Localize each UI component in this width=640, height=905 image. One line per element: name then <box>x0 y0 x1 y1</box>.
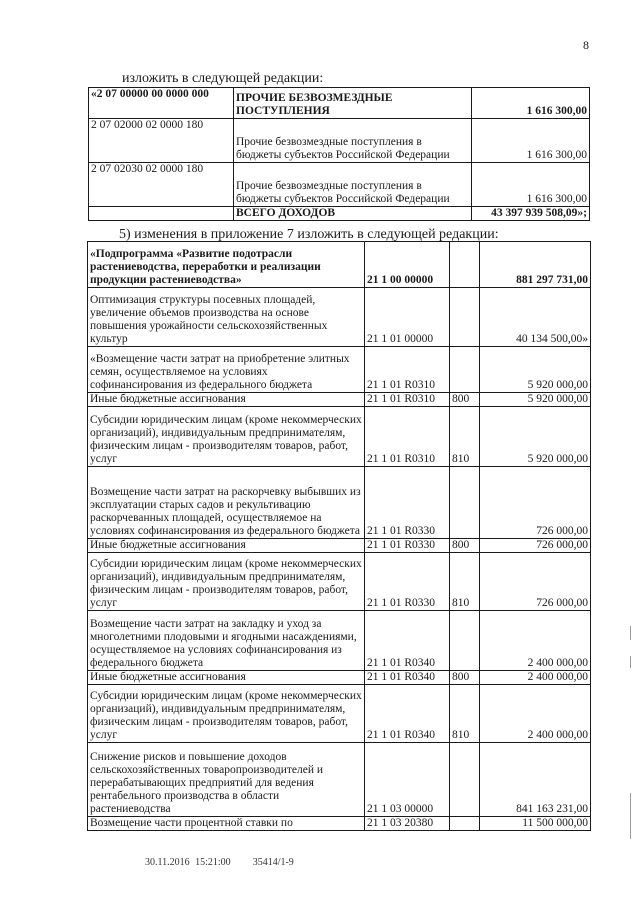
amount-cell: 2 400 000,00 <box>480 611 591 671</box>
name-cell: Иные бюджетные ассигнования <box>88 393 365 407</box>
name-cell: Возмещение части затрат на раскорчевку выбывших из эксплуатации старых садов и рекультивацию раскорчеванных площадей, осуществляемое на условиях софинансирования из федерального бюджета <box>88 467 365 539</box>
table-row <box>88 242 591 288</box>
amount-cell: 1 616 300,00 <box>472 119 590 163</box>
amount-cell: 726 000,00 <box>480 467 591 539</box>
section-heading: 5) изменения в приложение 7 изложить в следующей редакции: <box>119 227 499 242</box>
vr-cell <box>450 743 480 817</box>
code-cell: 21 1 01 R0330 <box>365 539 450 553</box>
name-cell: Возмещение части процентной ставки по <box>88 817 365 831</box>
code-cell: 21 1 01 R0340 <box>365 611 450 671</box>
table-row <box>88 743 591 817</box>
vr-cell <box>450 242 480 288</box>
amount-cell: 726 000,00 <box>480 553 591 611</box>
amount-cell: 5 920 000,00 <box>480 347 591 393</box>
vr-cell <box>450 347 480 393</box>
scan-mark <box>630 626 631 640</box>
code-cell: 21 1 01 00000 <box>365 288 450 347</box>
name-cell: Субсидии юридическим лицам (кроме некоммерческих организаций), индивидуальным предпринимателям, физическим лицам - производителям товаров, работ, услуг <box>88 553 365 611</box>
code-cell: 2 07 02000 02 0000 180 <box>89 119 234 163</box>
amount-cell: 726 000,00 <box>480 539 591 553</box>
code-cell: 21 1 01 R0340 <box>365 671 450 685</box>
amount-cell: 11 500 000,00 <box>480 817 591 831</box>
table-row <box>89 163 590 207</box>
intro-text: изложить в следующей редакции: <box>122 71 324 86</box>
name-cell: «Возмещение части затрат на приобретение элитных семян, осуществляемое на условиях софинансирования из федерального бюджета <box>88 347 365 393</box>
name-cell: Снижение рисков и повышение доходов сельскохозяйственных товаропроизводителей и перерабатывающих предприятий для ведения рентабельного производства в области растениеводства <box>88 743 365 817</box>
table-row <box>88 467 591 539</box>
code-cell: 21 1 01 R0310 <box>365 347 450 393</box>
vr-cell: 810 <box>450 685 480 743</box>
table-row <box>88 611 591 671</box>
name-cell: Субсидии юридическим лицам (кроме некоммерческих организаций), индивидуальным предпринимателям, физическим лицам - производителям товаров, работ, услуг <box>88 407 365 467</box>
name-cell: ВСЕГО ДОХОДОВ <box>234 207 472 221</box>
vr-cell: 800 <box>450 393 480 407</box>
footer-stamp <box>145 857 294 868</box>
vr-cell: 810 <box>450 407 480 467</box>
name-cell: Оптимизация структуры посевных площадей, увеличение объемов производства на основе повышения урожайности сельскохозяйственных культур <box>88 288 365 347</box>
table-row <box>88 685 591 743</box>
code-cell: 21 1 01 R0310 <box>365 393 450 407</box>
amount-cell: 2 400 000,00 <box>480 685 591 743</box>
vr-cell <box>450 288 480 347</box>
table-row <box>88 393 591 407</box>
code-cell: 21 1 00 00000 <box>365 242 450 288</box>
code-cell <box>89 207 234 221</box>
table-row <box>89 88 590 119</box>
name-cell: Прочие безвозмездные поступления в бюджеты субъектов Российской Федерации <box>234 163 472 207</box>
code-cell: 21 1 03 00000 <box>365 743 450 817</box>
amount-cell: 2 400 000,00 <box>480 671 591 685</box>
table-row <box>88 288 591 347</box>
name-cell: Прочие безвозмездные поступления в бюджеты субъектов Российской Федерации <box>234 119 472 163</box>
scan-mark <box>630 656 631 668</box>
table-row <box>88 539 591 553</box>
code-cell: 21 1 03 20380 <box>365 817 450 831</box>
table-row <box>89 207 590 221</box>
code-cell: 21 1 01 R0340 <box>365 685 450 743</box>
code-cell: 21 1 01 R0310 <box>365 407 450 467</box>
name-cell: ПРОЧИЕ БЕЗВОЗМЕЗДНЫЕ ПОСТУПЛЕНИЯ <box>234 88 472 119</box>
page-number: 8 <box>583 38 589 52</box>
code-cell: «2 07 00000 00 0000 000 <box>89 88 234 119</box>
table-row <box>88 553 591 611</box>
name-cell: Иные бюджетные ассигнования <box>88 671 365 685</box>
vr-cell: 800 <box>450 539 480 553</box>
amount-cell: 5 920 000,00 <box>480 393 591 407</box>
amount-cell: 40 134 500,00» <box>480 288 591 347</box>
name-cell: Иные бюджетные ассигнования <box>88 539 365 553</box>
table-row <box>88 407 591 467</box>
revenue-table <box>88 87 590 221</box>
amount-cell: 1 616 300,00 <box>472 88 590 119</box>
code-cell: 21 1 01 R0330 <box>365 553 450 611</box>
vr-cell: 800 <box>450 671 480 685</box>
name-cell: Субсидии юридическим лицам (кроме некоммерческих организаций), индивидуальным предпринимателям, физическим лицам - производителям товаров, работ, услуг <box>88 685 365 743</box>
footer-timestamp: 30.11.2016 15:21:00 <box>145 857 231 868</box>
vr-cell <box>450 611 480 671</box>
amount-cell: 43 397 939 508,09»; <box>472 207 590 221</box>
vr-cell <box>450 467 480 539</box>
table-row <box>89 119 590 163</box>
code-cell: 21 1 01 R0330 <box>365 467 450 539</box>
amount-cell: 1 616 300,00 <box>472 163 590 207</box>
footer-doc-id: 35414/1-9 <box>252 857 294 868</box>
amount-cell: 5 920 000,00 <box>480 407 591 467</box>
appropriations-table <box>87 241 591 831</box>
table-row <box>88 817 591 831</box>
vr-cell: 810 <box>450 553 480 611</box>
scan-mark <box>630 793 631 839</box>
code-cell: 2 07 02030 02 0000 180 <box>89 163 234 207</box>
table-row <box>88 671 591 685</box>
name-cell: «Подпрограмма «Развитие подотрасли растениеводства, переработки и реализации продукции растениеводства» <box>88 242 365 288</box>
vr-cell <box>450 817 480 831</box>
amount-cell: 881 297 731,00 <box>480 242 591 288</box>
table-row <box>88 347 591 393</box>
name-cell: Возмещение части затрат на закладку и уход за многолетними плодовыми и ягодными насаждениями, осуществляемое на условиях софинансирования из федерального бюджета <box>88 611 365 671</box>
amount-cell: 841 163 231,00 <box>480 743 591 817</box>
